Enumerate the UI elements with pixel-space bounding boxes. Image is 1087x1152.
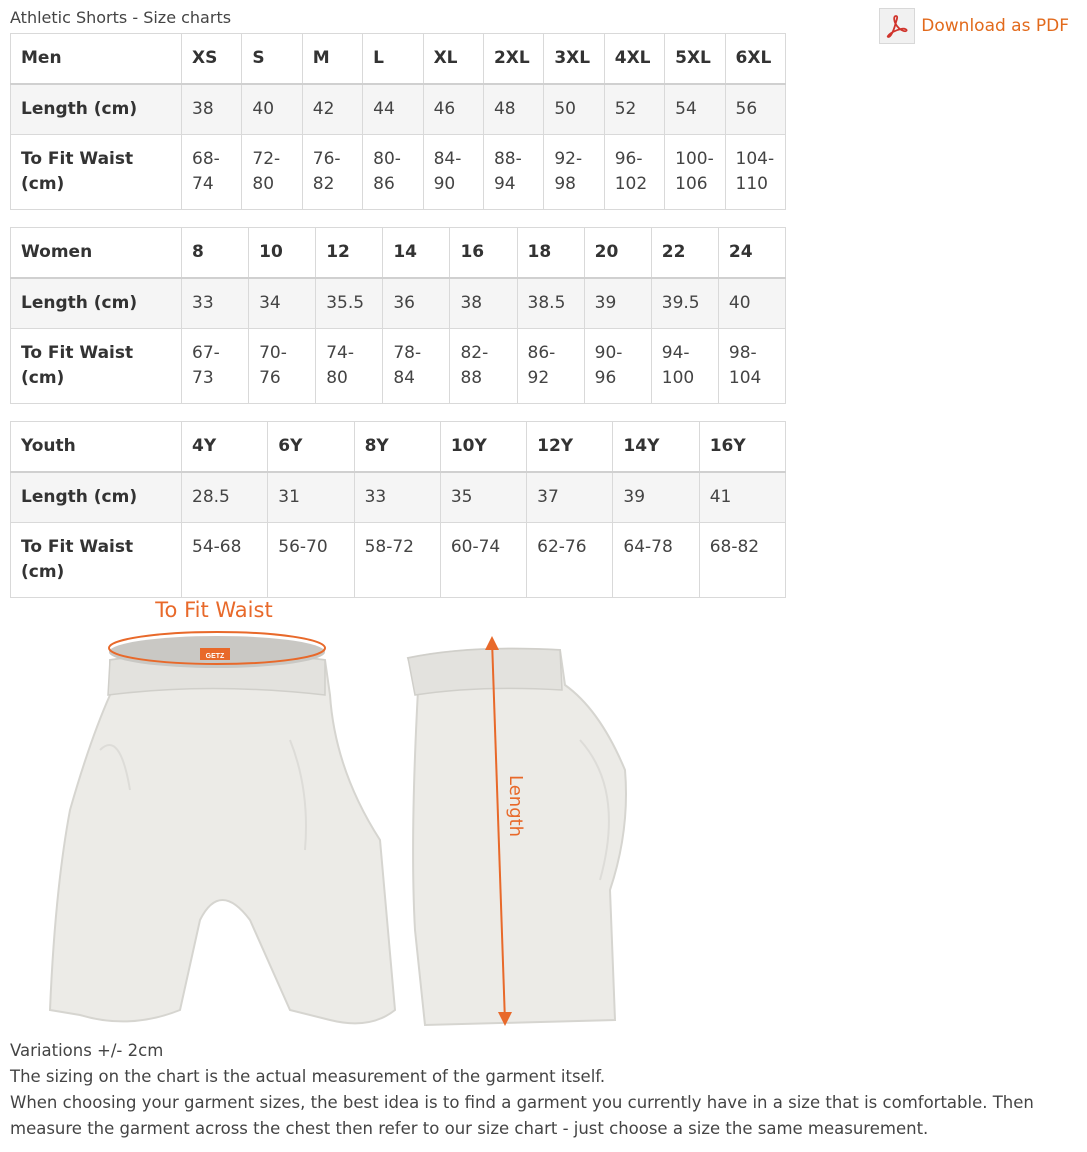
- table-cell: 88- 94: [483, 135, 543, 210]
- size-notes: [10, 1038, 1080, 1142]
- table-cell: 48: [483, 84, 543, 135]
- size-header: XS: [182, 34, 242, 85]
- logo-text: GETZ: [205, 653, 225, 660]
- table-cell: 38: [450, 278, 517, 329]
- table-cell: 40: [718, 278, 785, 329]
- size-header: 12Y: [527, 422, 613, 473]
- row-label: To Fit Waist (cm): [11, 523, 182, 598]
- table-cell: 58-72: [354, 523, 440, 598]
- size-header: M: [302, 34, 362, 85]
- size-header: 14Y: [613, 422, 699, 473]
- table-cell: 44: [363, 84, 423, 135]
- size-header: 18: [517, 228, 584, 279]
- table-cell: 80- 86: [363, 135, 423, 210]
- pdf-icon: [879, 8, 915, 44]
- note-sizing: The sizing on the chart is the actual measurement of the garment itself.: [10, 1067, 606, 1086]
- table-cell: 36: [383, 278, 450, 329]
- table-title: Youth: [11, 422, 182, 473]
- size-header: 6XL: [725, 34, 785, 85]
- table-cell: 92- 98: [544, 135, 604, 210]
- size-header: 6Y: [268, 422, 354, 473]
- table-cell: 86- 92: [517, 329, 584, 404]
- table-cell: 54-68: [182, 523, 268, 598]
- table-cell: 33: [182, 278, 249, 329]
- shorts-illustration: [40, 590, 660, 1040]
- size-header: 10Y: [440, 422, 526, 473]
- table-cell: 38.5: [517, 278, 584, 329]
- table-cell: 74- 80: [316, 329, 383, 404]
- table-row: [11, 523, 786, 598]
- size-header: 10: [249, 228, 316, 279]
- table-cell: 100- 106: [665, 135, 725, 210]
- table-cell: 39.5: [651, 278, 718, 329]
- size-header: 8Y: [354, 422, 440, 473]
- women-size-table: [10, 227, 786, 404]
- table-cell: 78- 84: [383, 329, 450, 404]
- table-header-row: [11, 228, 786, 279]
- table-cell: 72- 80: [242, 135, 302, 210]
- table-cell: 42: [302, 84, 362, 135]
- table-cell: 40: [242, 84, 302, 135]
- table-cell: 35.5: [316, 278, 383, 329]
- table-cell: 41: [699, 472, 785, 523]
- table-row: [11, 472, 786, 523]
- table-header-row: [11, 34, 786, 85]
- table-row: [11, 329, 786, 404]
- table-cell: 67- 73: [182, 329, 249, 404]
- table-cell: 94- 100: [651, 329, 718, 404]
- note-variations: Variations +/- 2cm: [10, 1041, 164, 1060]
- size-header: S: [242, 34, 302, 85]
- table-cell: 104- 110: [725, 135, 785, 210]
- table-cell: 39: [584, 278, 651, 329]
- size-header: 24: [718, 228, 785, 279]
- length-label: Length: [505, 775, 526, 838]
- table-row: [11, 278, 786, 329]
- table-title: Men: [11, 34, 182, 85]
- row-label: Length (cm): [11, 472, 182, 523]
- table-cell: 84- 90: [423, 135, 483, 210]
- men-size-table: [10, 33, 786, 210]
- table-cell: 31: [268, 472, 354, 523]
- table-cell: 28.5: [182, 472, 268, 523]
- table-cell: 46: [423, 84, 483, 135]
- table-cell: 38: [182, 84, 242, 135]
- table-cell: 82- 88: [450, 329, 517, 404]
- size-header: 5XL: [665, 34, 725, 85]
- table-cell: 90- 96: [584, 329, 651, 404]
- size-header: 3XL: [544, 34, 604, 85]
- row-label: To Fit Waist (cm): [11, 329, 182, 404]
- table-cell: 56-70: [268, 523, 354, 598]
- table-cell: 35: [440, 472, 526, 523]
- size-header: L: [363, 34, 423, 85]
- table-cell: 76- 82: [302, 135, 362, 210]
- table-cell: 64-78: [613, 523, 699, 598]
- waist-label: To Fit Waist: [155, 598, 273, 622]
- table-cell: 60-74: [440, 523, 526, 598]
- download-pdf-link[interactable]: [879, 8, 1069, 44]
- size-header: 20: [584, 228, 651, 279]
- size-header: 22: [651, 228, 718, 279]
- table-cell: 34: [249, 278, 316, 329]
- table-row: [11, 84, 786, 135]
- table-cell: 37: [527, 472, 613, 523]
- table-cell: 62-76: [527, 523, 613, 598]
- note-choosing: When choosing your garment sizes, the best idea is to find a garment you currently have in a size that is comfortable. Then measure the garment across the chest then refer to our size chart - just choose a size the same measurement.: [10, 1093, 1034, 1138]
- size-header: 16Y: [699, 422, 785, 473]
- youth-size-table: [10, 421, 786, 598]
- table-cell: 50: [544, 84, 604, 135]
- table-cell: 68-82: [699, 523, 785, 598]
- row-label: To Fit Waist (cm): [11, 135, 182, 210]
- size-header: 4XL: [604, 34, 664, 85]
- table-cell: 39: [613, 472, 699, 523]
- download-pdf-label: Download as PDF: [921, 16, 1069, 36]
- size-header: 16: [450, 228, 517, 279]
- table-cell: 56: [725, 84, 785, 135]
- table-cell: 70- 76: [249, 329, 316, 404]
- size-header: 8: [182, 228, 249, 279]
- row-label: Length (cm): [11, 278, 182, 329]
- table-cell: 98- 104: [718, 329, 785, 404]
- table-row: [11, 135, 786, 210]
- size-header: 2XL: [483, 34, 543, 85]
- table-cell: 68- 74: [182, 135, 242, 210]
- size-header: 4Y: [182, 422, 268, 473]
- table-title: Women: [11, 228, 182, 279]
- size-header: XL: [423, 34, 483, 85]
- size-header: 12: [316, 228, 383, 279]
- table-cell: 52: [604, 84, 664, 135]
- table-cell: 54: [665, 84, 725, 135]
- row-label: Length (cm): [11, 84, 182, 135]
- table-cell: 33: [354, 472, 440, 523]
- front-shorts-image: [50, 632, 395, 1023]
- size-header: 14: [383, 228, 450, 279]
- breadcrumb: Athletic Shorts - Size charts: [10, 8, 232, 27]
- table-cell: 96- 102: [604, 135, 664, 210]
- table-header-row: [11, 422, 786, 473]
